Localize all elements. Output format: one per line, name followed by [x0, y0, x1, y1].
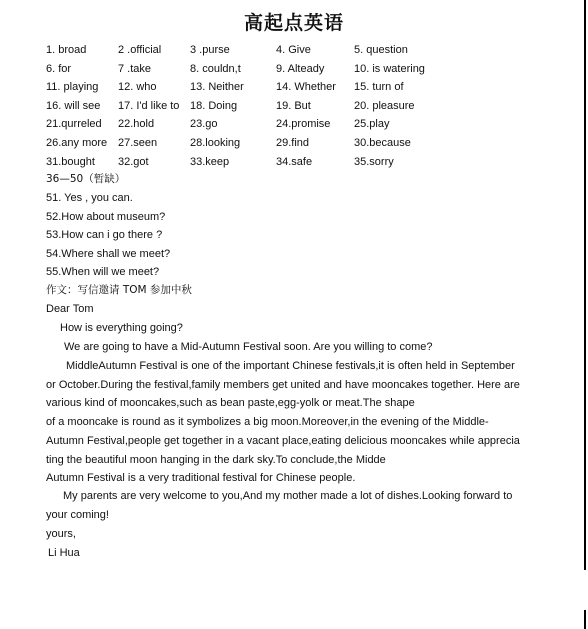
- answer-item: 33.keep: [190, 155, 230, 168]
- letter-salutation: Dear Tom: [46, 303, 94, 315]
- answer-item: 20. pleasure: [354, 99, 415, 112]
- letter-body-line: various kind of mooncakes,such as bean paste,egg-yolk or meat.The shape: [46, 397, 415, 410]
- letter-invite: We are going to have a Mid-Autumn Festival soon. Are you willing to come?: [64, 341, 433, 353]
- answer-item: 29.find: [276, 136, 310, 149]
- answer-item: 1. broad: [46, 44, 87, 56]
- letter-closing: [46, 487, 544, 524]
- answer-item: 19. But: [276, 99, 311, 112]
- answer-item: 23.go: [190, 118, 218, 131]
- answer-item: 7 .take: [118, 62, 152, 75]
- letter-body-line: MiddleAutumn Festival is one of the important Chinese festivals,it is often held in September: [66, 360, 515, 372]
- letter-closing-line: your coming!: [46, 508, 109, 521]
- answer-item: 5. question: [354, 44, 408, 56]
- letter-signoff: yours,: [46, 528, 76, 540]
- letter-body: [46, 357, 544, 488]
- answer-item: 11. playing: [46, 81, 99, 94]
- page-edge-line: [584, 0, 586, 629]
- dialog-line: 51. Yes , you can.: [46, 192, 133, 204]
- letter-body-line: Autumn Festival is a very traditional festival for Chinese people.: [46, 472, 356, 485]
- answer-item: 27.seen: [118, 136, 158, 149]
- dialog-line: 55.When will we meet?: [46, 266, 160, 278]
- essay-heading: 作文：写信邀请 TOM 参加中秋: [46, 284, 192, 296]
- answer-item: 6. for: [46, 62, 72, 75]
- answer-item: 10. is watering: [354, 62, 425, 75]
- answer-item: 16. will see: [46, 99, 101, 112]
- letter-body-line: or October.During the festival,family members get united and have mooncakes together. Here are: [46, 378, 520, 391]
- document-title: 高起点英语: [243, 12, 344, 34]
- answer-item: 3 .purse: [190, 44, 230, 56]
- answer-item: 28.looking: [190, 136, 241, 149]
- answer-item: 26.any more: [46, 136, 108, 149]
- answer-item: 9. Alteady: [276, 62, 325, 75]
- letter-body-line: Autumn Festival,people get together in a vacant place,eating delicious mooncakes while apprecia: [46, 434, 520, 447]
- answer-item: 30.because: [354, 136, 411, 149]
- letter-greeting: How is everything going?: [60, 322, 183, 334]
- answer-item: 22.hold: [118, 118, 155, 131]
- letter-body-line: ting the beautiful moon hanging in the dark sky.To conclude,the Midde: [46, 453, 386, 466]
- missing-answers-note: 36—50（暂缺）: [46, 173, 126, 185]
- answer-item: 35.sorry: [354, 155, 394, 168]
- answer-item: 8. couldn,t: [190, 62, 241, 75]
- answer-item: 12. who: [118, 81, 157, 94]
- answer-item: 17. I'd like to: [118, 99, 180, 112]
- dialog-line: 53.How can i go there ?: [46, 229, 163, 241]
- answer-item: 15. turn of: [354, 81, 404, 94]
- letter-signature-name: Li Hua: [48, 547, 80, 559]
- answer-item: 31.bought: [46, 155, 95, 168]
- page-edge-gap: [584, 570, 586, 610]
- letter-body-line: of a mooncake is round as it symbolizes a big moon.Moreover,in the evening of the Middle-: [46, 416, 489, 429]
- answer-item: 21.qurreled: [46, 118, 102, 131]
- dialog-line: 54.Where shall we meet?: [46, 247, 171, 260]
- answer-item: 32.got: [118, 155, 149, 168]
- answer-item: 2 .official: [118, 44, 162, 56]
- answer-item: 18. Doing: [190, 99, 238, 112]
- answer-item: 24.promise: [276, 118, 331, 131]
- answer-item: 34.safe: [276, 155, 313, 168]
- answer-item: 4. Give: [276, 44, 311, 56]
- letter-closing-line: My parents are very welcome to you,And my mother made a lot of dishes.Looking forward to: [63, 490, 513, 502]
- answer-item: 13. Neither: [190, 81, 244, 94]
- answer-item: 14. Whether: [276, 81, 336, 94]
- dialog-line: 52.How about museum?: [46, 210, 166, 223]
- answer-item: 25.play: [354, 118, 390, 131]
